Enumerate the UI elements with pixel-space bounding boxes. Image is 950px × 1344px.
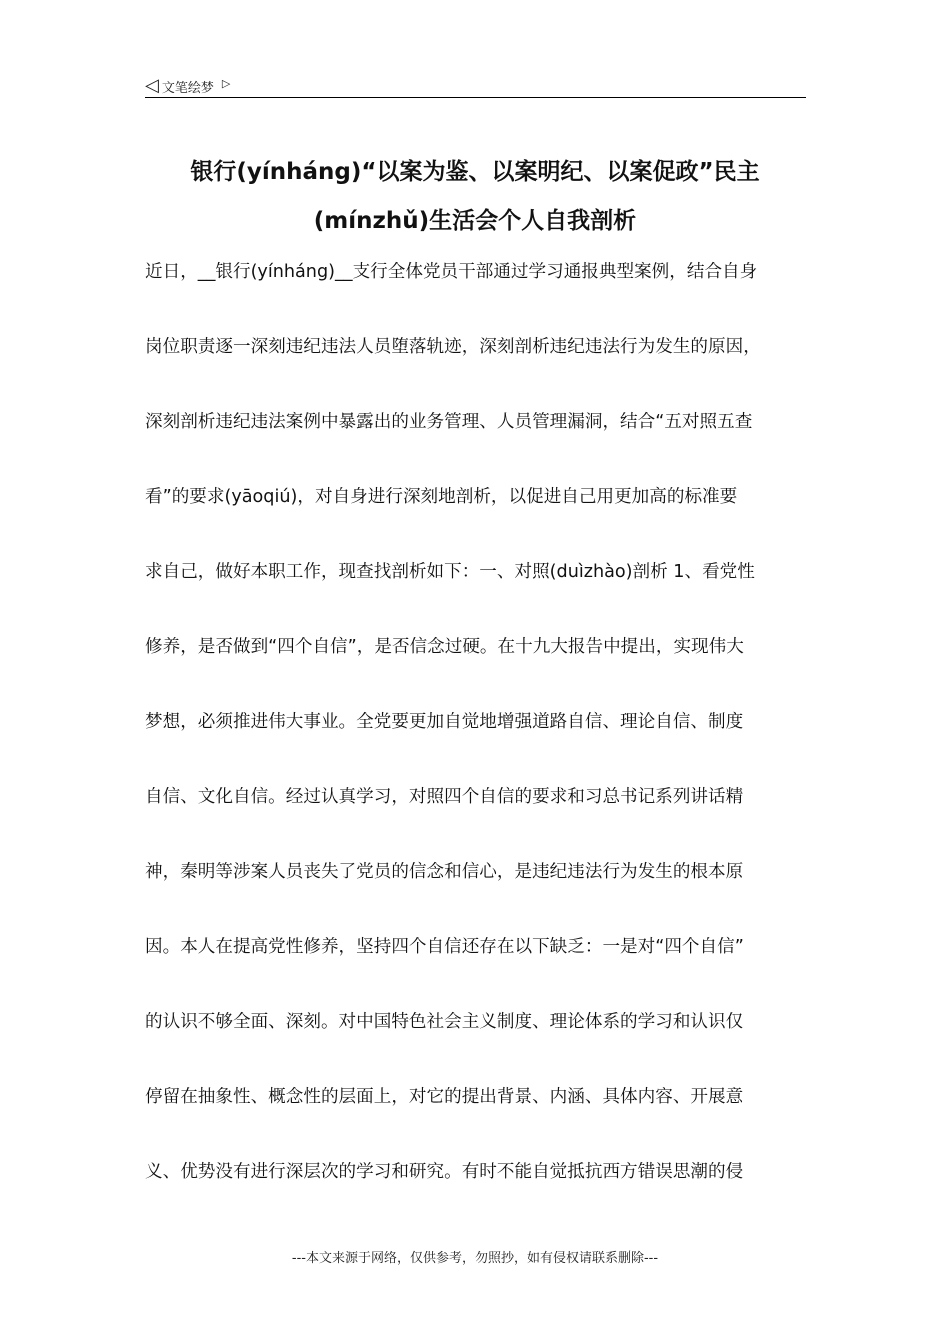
header-rule bbox=[145, 97, 806, 98]
body-line: 停留在抽象性、概念性的层面上，对它的提出背景、内涵、具体内容、开展意 bbox=[145, 1087, 744, 1107]
document-title bbox=[120, 148, 830, 246]
body-line: 的认识不够全面、深刻。对中国特色社会主义制度、理论体系的学习和认识仅 bbox=[145, 1012, 744, 1032]
document-footer: ---本文来源于网络，仅供参考，勿照抄，如有侵权请联系删除--- bbox=[291, 1251, 659, 1266]
body-line: 看”的要求(yāoqiú)，对自身进行深刻地剖析，以促进自己用更加高的标准要 bbox=[145, 487, 738, 507]
header-label: 文笔绘梦 bbox=[161, 80, 214, 96]
left-triangle-icon: ◁ bbox=[145, 75, 159, 96]
body-line: 义、优势没有进行深层次的学习和研究。有时不能自觉抵抗西方错误思潮的侵 bbox=[145, 1162, 744, 1182]
right-triangle-icon: ▷ bbox=[221, 76, 231, 90]
title-line-2: (mínzhǔ)生活会个人自我剖析 bbox=[313, 208, 637, 234]
body-line: 梦想，必须推进伟大事业。全党要更加自觉地增强道路自信、理论自信、制度 bbox=[145, 712, 744, 732]
title-line-1: 银行(yínháng)“以案为鉴、以案明纪、以案促政”民主 bbox=[190, 159, 760, 185]
body-line: 修养，是否做到“四个自信”，是否信念过硬。在十九大报告中提出，实现伟大 bbox=[145, 637, 744, 657]
body-line: 岗位职责逐一深刻违纪违法人员堕落轨迹，深刻剖析违纪违法行为发生的原因， bbox=[145, 337, 761, 357]
body-line: 深刻剖析违纪违法案例中暴露出的业务管理、人员管理漏洞，结合“五对照五查 bbox=[145, 412, 753, 432]
body-line: 近日，__银行(yínháng)__支行全体党员干部通过学习通报典型案例，结合自身 bbox=[145, 262, 758, 282]
body-line: 求自己，做好本职工作，现查找剖析如下：一、对照(duìzhào)剖析 1、看党性 bbox=[145, 562, 755, 582]
body-line: 自信、文化自信。经过认真学习，对照四个自信的要求和习总书记系列讲话精 bbox=[145, 787, 744, 807]
document-header bbox=[145, 74, 806, 98]
body-line: 因。本人在提高党性修养，坚持四个自信还存在以下缺乏：一是对“四个自信” bbox=[145, 937, 744, 957]
body-line: 神，秦明等涉案人员丧失了党员的信念和信心，是违纪违法行为发生的根本原 bbox=[145, 862, 744, 882]
document-body bbox=[145, 252, 810, 1227]
